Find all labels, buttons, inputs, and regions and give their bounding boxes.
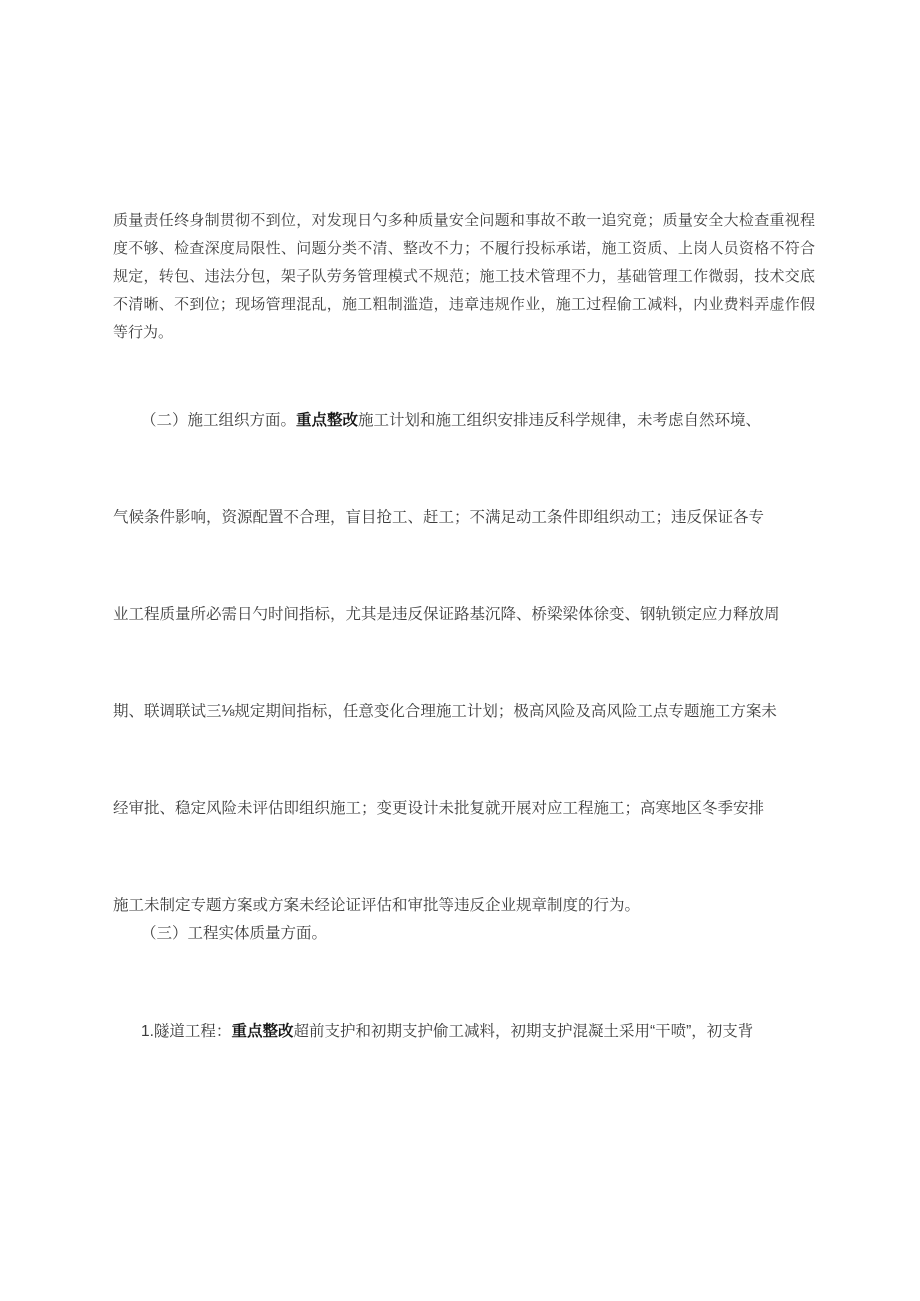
- section2-line: 施工未制定专题方案或方案未经论证评估和审批等违反企业规章制度的行为。: [113, 897, 641, 914]
- section2-line: 业工程质量所必需日勺时间指标，尤其是违反保证路基沉降、桥梁梁体徐变、钢轨锁定应力释放周: [113, 606, 780, 623]
- section3-tunnel-line: [113, 1021, 861, 1043]
- section2-heading-line: [113, 410, 861, 432]
- section2-line: 气候条件影响，资源配置不合理，盲目抢工、赶工；不满足动工条件即组织动工；违反保证各专: [113, 509, 765, 526]
- paragraph-management-violations: [113, 207, 815, 347]
- section2-rest: 施工计划和施工组织安排违反科学规律，未考虑自然环境、: [358, 412, 762, 429]
- paragraph-line: 质量责任终身制贯彻不到位，对发现日勺多种质量安全问题和事故不敢一追究竟；质量安全大检查重视程: [113, 212, 815, 229]
- paragraph-line: 等行为。: [113, 324, 174, 341]
- tunnel-bold-key-phrase: 重点整改: [231, 1023, 294, 1040]
- tunnel-prefix: 1.隧道工程：: [141, 1023, 232, 1040]
- section2-bold-key-phrase: 重点整改: [296, 412, 359, 429]
- section3-heading: （三）工程实体质量方面。: [141, 925, 328, 942]
- section2-prefix: （二）施工组织方面。: [141, 412, 297, 429]
- section2-line: 经审批、稳定风险未评估即组织施工；变更设计未批复就开展对应工程施工；高寒地区冬季安排: [113, 800, 765, 817]
- paragraph-line: 规定，转包、违法分包，架子队劳务管理模式不规范；施工技术管理不力，基础管理工作微弱，技术交底: [113, 268, 815, 285]
- paragraph-line: 不清晰、不到位；现场管理混乱，施工粗制滥造，违章违规作业，施工过程偷工减料，内业费料弄虚作假: [113, 296, 815, 313]
- tunnel-rest: 超前支护和初期支护偷工减料，初期支护混凝土采用“干喷”，初支背: [293, 1023, 754, 1040]
- paragraph-line: 度不够、检查深度局限性、问题分类不清、整改不力；不履行投标承诺，施工资质、上岗人员资格不符合: [113, 240, 815, 257]
- section2-line: 期、联调联试三⅛规定期间指标，任意变化合理施工计划；极高风险及高风险工点专题施工方案未: [113, 703, 777, 720]
